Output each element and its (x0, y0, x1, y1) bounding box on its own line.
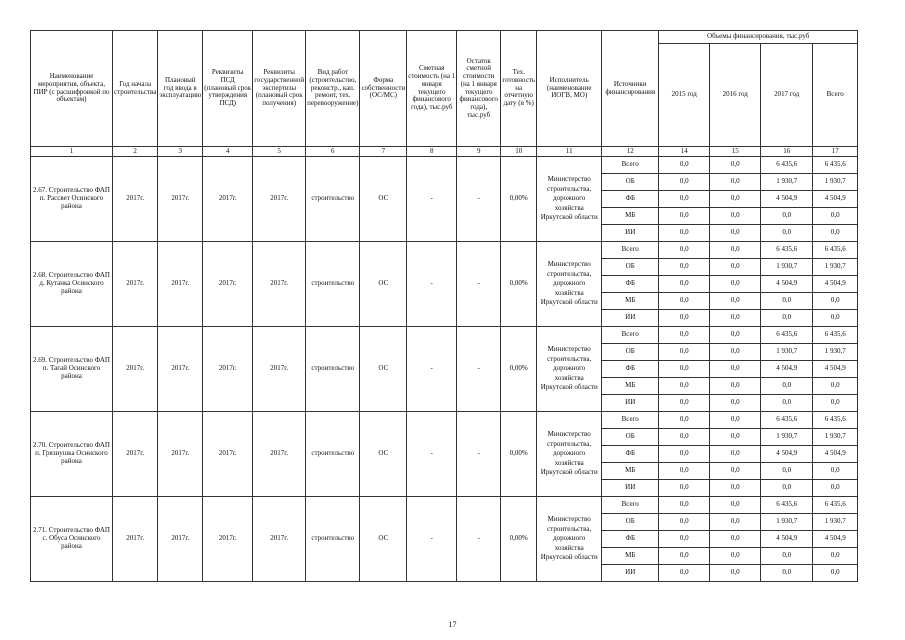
value-total: 0,0 (813, 548, 858, 565)
header-ownership: Форма собственности (ОС/МС) (360, 31, 407, 147)
table-row (31, 497, 858, 514)
funding-source: ФБ (602, 191, 659, 208)
value-2015: 0,0 (659, 208, 710, 225)
value-2015: 0,0 (659, 446, 710, 463)
value-2016: 0,0 (710, 514, 761, 531)
value-total: 1 930,7 (813, 514, 858, 531)
value-2016: 0,0 (710, 531, 761, 548)
header-work-type: Вид работ (строительство, реконстр., кап. ремонт, тех. перевооружение) (306, 31, 360, 147)
remainder: - (457, 157, 501, 242)
expertise-date: 2017г. (253, 412, 306, 497)
value-total: 4 504,9 (813, 191, 858, 208)
executor: Министерство строительства, дорожного хозяйства Иркутской области (537, 157, 602, 242)
psd-date: 2017г. (203, 412, 253, 497)
value-2015: 0,0 (659, 548, 710, 565)
value-total: 0,0 (813, 463, 858, 480)
psd-date: 2017г. (203, 242, 253, 327)
value-2016: 0,0 (710, 548, 761, 565)
funding-source: ОБ (602, 514, 659, 531)
header-readiness: Тех. готовность на отчетную дату (в %) (501, 31, 537, 147)
start-year: 2017г. (113, 327, 158, 412)
value-total: 0,0 (813, 293, 858, 310)
executor: Министерство строительства, дорожного хозяйства Иркутской области (537, 242, 602, 327)
column-number: 9 (457, 147, 501, 157)
ownership: ОС (360, 327, 407, 412)
work-type: строительство (306, 157, 360, 242)
expertise-date: 2017г. (253, 497, 306, 582)
readiness: 0,00% (501, 242, 537, 327)
value-2017: 4 504,9 (761, 191, 813, 208)
object-name: 2.67. Строительство ФАП п. Рассвет Осинского района (31, 157, 113, 242)
remainder: - (457, 412, 501, 497)
object-name: 2.68. Строительство ФАП д. Кутанка Осинского района (31, 242, 113, 327)
header-plan-year: Плановый год ввода в эксплуатацию (158, 31, 203, 147)
value-2016: 0,0 (710, 208, 761, 225)
value-2015: 0,0 (659, 242, 710, 259)
column-number: 6 (306, 147, 360, 157)
value-2015: 0,0 (659, 463, 710, 480)
value-2017: 6 435,6 (761, 242, 813, 259)
value-2017: 0,0 (761, 293, 813, 310)
start-year: 2017г. (113, 157, 158, 242)
funding-source: Всего (602, 327, 659, 344)
header-funding-group: Объемы финансирования, тыс.руб (659, 31, 858, 44)
value-2017: 6 435,6 (761, 157, 813, 174)
object-name: 2.70. Строительство ФАП п. Грязнушка Осинского района (31, 412, 113, 497)
funding-source: МБ (602, 378, 659, 395)
value-total: 6 435,6 (813, 327, 858, 344)
value-total: 1 930,7 (813, 344, 858, 361)
funding-source: ИИ (602, 480, 659, 497)
value-2017: 4 504,9 (761, 446, 813, 463)
value-2015: 0,0 (659, 497, 710, 514)
funding-source: ОБ (602, 344, 659, 361)
plan-year: 2017г. (158, 242, 203, 327)
value-2017: 0,0 (761, 310, 813, 327)
column-number: 11 (537, 147, 602, 157)
readiness: 0,00% (501, 327, 537, 412)
table-row (31, 327, 858, 344)
funding-source: Всего (602, 412, 659, 429)
value-2015: 0,0 (659, 395, 710, 412)
value-2015: 0,0 (659, 361, 710, 378)
value-2015: 0,0 (659, 514, 710, 531)
header-sources: Источники финансирования (602, 31, 659, 147)
funding-source: МБ (602, 293, 659, 310)
value-2015: 0,0 (659, 565, 710, 582)
value-2016: 0,0 (710, 361, 761, 378)
value-2017: 0,0 (761, 565, 813, 582)
readiness: 0,00% (501, 157, 537, 242)
remainder: - (457, 497, 501, 582)
start-year: 2017г. (113, 497, 158, 582)
column-number: 7 (360, 147, 407, 157)
funding-source: ФБ (602, 361, 659, 378)
financing-table (30, 30, 858, 582)
header-2017: 2017 год (761, 44, 813, 147)
value-2017: 0,0 (761, 463, 813, 480)
value-2016: 0,0 (710, 157, 761, 174)
value-2016: 0,0 (710, 191, 761, 208)
value-2016: 0,0 (710, 242, 761, 259)
estimate: - (407, 497, 457, 582)
value-2017: 0,0 (761, 208, 813, 225)
funding-source: ИИ (602, 310, 659, 327)
column-number: 5 (253, 147, 306, 157)
value-2016: 0,0 (710, 259, 761, 276)
value-2015: 0,0 (659, 293, 710, 310)
funding-source: ФБ (602, 531, 659, 548)
value-2015: 0,0 (659, 174, 710, 191)
value-2017: 6 435,6 (761, 412, 813, 429)
expertise-date: 2017г. (253, 157, 306, 242)
value-2015: 0,0 (659, 429, 710, 446)
plan-year: 2017г. (158, 497, 203, 582)
funding-source: ИИ (602, 225, 659, 242)
value-2015: 0,0 (659, 412, 710, 429)
value-2016: 0,0 (710, 565, 761, 582)
value-2016: 0,0 (710, 429, 761, 446)
header-name: Наименование мероприятия, объекта, ПИР (с расшифровкой по объектам) (31, 31, 113, 147)
column-number-row (31, 147, 858, 157)
page-number: 17 (448, 620, 457, 629)
remainder: - (457, 327, 501, 412)
value-total: 0,0 (813, 565, 858, 582)
value-2017: 1 930,7 (761, 174, 813, 191)
executor: Министерство строительства, дорожного хозяйства Иркутской области (537, 327, 602, 412)
work-type: строительство (306, 242, 360, 327)
object-name: 2.71. Строительство ФАП с. Обуса Осинского района (31, 497, 113, 582)
value-total: 6 435,6 (813, 242, 858, 259)
value-2015: 0,0 (659, 531, 710, 548)
header-total: Всего (813, 44, 858, 147)
plan-year: 2017г. (158, 327, 203, 412)
value-2016: 0,0 (710, 344, 761, 361)
work-type: строительство (306, 497, 360, 582)
value-2016: 0,0 (710, 310, 761, 327)
value-2016: 0,0 (710, 327, 761, 344)
value-2015: 0,0 (659, 259, 710, 276)
value-total: 4 504,9 (813, 446, 858, 463)
header-2016: 2016 год (710, 44, 761, 147)
column-number: 3 (158, 147, 203, 157)
column-number: 10 (501, 147, 537, 157)
value-total: 0,0 (813, 480, 858, 497)
value-total: 1 930,7 (813, 174, 858, 191)
value-2017: 4 504,9 (761, 276, 813, 293)
value-total: 1 930,7 (813, 429, 858, 446)
value-total: 0,0 (813, 395, 858, 412)
value-2015: 0,0 (659, 344, 710, 361)
value-2015: 0,0 (659, 191, 710, 208)
funding-source: ФБ (602, 446, 659, 463)
value-total: 0,0 (813, 225, 858, 242)
column-number: 4 (203, 147, 253, 157)
value-2017: 0,0 (761, 225, 813, 242)
value-total: 1 930,7 (813, 259, 858, 276)
table-row (31, 242, 858, 259)
ownership: ОС (360, 412, 407, 497)
value-2015: 0,0 (659, 480, 710, 497)
estimate: - (407, 327, 457, 412)
funding-source: МБ (602, 463, 659, 480)
funding-source: ОБ (602, 259, 659, 276)
expertise-date: 2017г. (253, 242, 306, 327)
column-number: 16 (761, 147, 813, 157)
plan-year: 2017г. (158, 412, 203, 497)
funding-source: ОБ (602, 174, 659, 191)
column-number: 15 (710, 147, 761, 157)
value-total: 0,0 (813, 208, 858, 225)
value-2017: 1 930,7 (761, 514, 813, 531)
header-psd: Реквизиты ПСД (плановый срок утверждения ПСД) (203, 31, 253, 147)
value-2016: 0,0 (710, 395, 761, 412)
value-total: 6 435,6 (813, 412, 858, 429)
executor: Министерство строительства, дорожного хозяйства Иркутской области (537, 412, 602, 497)
start-year: 2017г. (113, 412, 158, 497)
value-2016: 0,0 (710, 293, 761, 310)
value-2017: 1 930,7 (761, 344, 813, 361)
value-total: 0,0 (813, 310, 858, 327)
value-2017: 0,0 (761, 378, 813, 395)
funding-source: ОБ (602, 429, 659, 446)
funding-source: Всего (602, 242, 659, 259)
funding-source: МБ (602, 548, 659, 565)
header-estimate: Сметная стоимость (на 1 января текущего финансового года), тыс.руб (407, 31, 457, 147)
estimate: - (407, 242, 457, 327)
header-expertise: Реквизиты государственной экспертизы (плановый срок получения) (253, 31, 306, 147)
value-2016: 0,0 (710, 378, 761, 395)
funding-source: МБ (602, 208, 659, 225)
value-2016: 0,0 (710, 463, 761, 480)
value-2016: 0,0 (710, 276, 761, 293)
readiness: 0,00% (501, 497, 537, 582)
value-2015: 0,0 (659, 225, 710, 242)
executor: Министерство строительства, дорожного хозяйства Иркутской области (537, 497, 602, 582)
value-2017: 0,0 (761, 395, 813, 412)
value-2015: 0,0 (659, 276, 710, 293)
table-body (31, 157, 858, 582)
value-total: 4 504,9 (813, 531, 858, 548)
value-2016: 0,0 (710, 446, 761, 463)
value-total: 6 435,6 (813, 497, 858, 514)
table-row (31, 157, 858, 174)
ownership: ОС (360, 157, 407, 242)
value-2017: 0,0 (761, 548, 813, 565)
column-number: 14 (659, 147, 710, 157)
header-remainder: Остаток сметной стоимости (на 1 января текущего финансового года), тыс.руб (457, 31, 501, 147)
funding-source: Всего (602, 157, 659, 174)
value-2015: 0,0 (659, 157, 710, 174)
readiness: 0,00% (501, 412, 537, 497)
funding-source: Всего (602, 497, 659, 514)
value-2017: 0,0 (761, 480, 813, 497)
expertise-date: 2017г. (253, 327, 306, 412)
column-number: 12 (602, 147, 659, 157)
value-2017: 4 504,9 (761, 361, 813, 378)
value-total: 0,0 (813, 378, 858, 395)
value-2015: 0,0 (659, 310, 710, 327)
value-2015: 0,0 (659, 378, 710, 395)
funding-source: ИИ (602, 565, 659, 582)
header-2015: 2015 год (659, 44, 710, 147)
funding-source: ФБ (602, 276, 659, 293)
funding-source: ИИ (602, 395, 659, 412)
work-type: строительство (306, 327, 360, 412)
ownership: ОС (360, 497, 407, 582)
estimate: - (407, 412, 457, 497)
remainder: - (457, 242, 501, 327)
start-year: 2017г. (113, 242, 158, 327)
value-2017: 6 435,6 (761, 327, 813, 344)
psd-date: 2017г. (203, 327, 253, 412)
value-2017: 6 435,6 (761, 497, 813, 514)
value-2017: 1 930,7 (761, 429, 813, 446)
column-number: 8 (407, 147, 457, 157)
column-number: 17 (813, 147, 858, 157)
header-start-year: Год начала строительства (113, 31, 158, 147)
psd-date: 2017г. (203, 497, 253, 582)
value-2016: 0,0 (710, 412, 761, 429)
value-2017: 4 504,9 (761, 531, 813, 548)
value-2015: 0,0 (659, 327, 710, 344)
value-total: 4 504,9 (813, 276, 858, 293)
ownership: ОС (360, 242, 407, 327)
psd-date: 2017г. (203, 157, 253, 242)
value-2016: 0,0 (710, 225, 761, 242)
value-2016: 0,0 (710, 497, 761, 514)
header-executor: Исполнитель (наименование ИОГВ, МО) (537, 31, 602, 147)
estimate: - (407, 157, 457, 242)
value-total: 4 504,9 (813, 361, 858, 378)
object-name: 2.69. Строительство ФАП п. Тагай Осинского района (31, 327, 113, 412)
column-number: 1 (31, 147, 113, 157)
plan-year: 2017г. (158, 157, 203, 242)
value-2017: 1 930,7 (761, 259, 813, 276)
work-type: строительство (306, 412, 360, 497)
value-2016: 0,0 (710, 174, 761, 191)
column-number: 2 (113, 147, 158, 157)
value-total: 6 435,6 (813, 157, 858, 174)
table-row (31, 412, 858, 429)
value-2016: 0,0 (710, 480, 761, 497)
